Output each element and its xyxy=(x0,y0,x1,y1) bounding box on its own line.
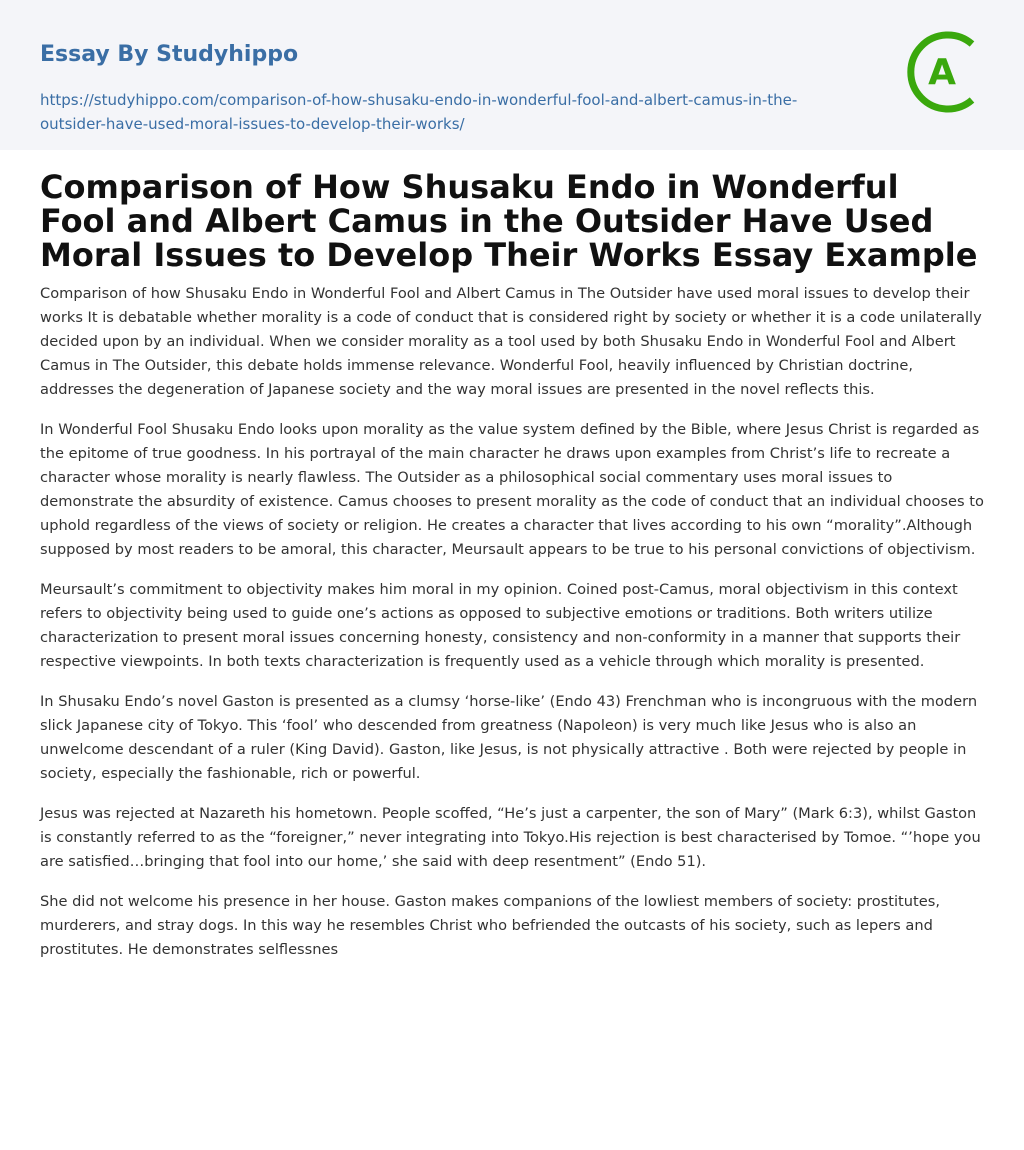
logo-letter: A xyxy=(928,52,956,93)
site-brand: Essay By Studyhippo xyxy=(40,42,299,67)
article-paragraph: In Wonderful Fool Shusaku Endo looks upon morality as the value system defined by the Bible, where Jesus Christ is regarded as the epitome of true goodness. In his portrayal of the main character he draws upon examples from Christ’s life to recreate a character whose morality is nearly flawless. The Outsider as a philosophical social commentary uses moral issues to demonstrate the absurdity of existence. Camus chooses to present morality as the code of conduct that an individual chooses to uphold regardless of the views of society or religion. He creates a character that lives according to his own “morality”.Although supposed by most readers to be amoral, this character, Meursault appears to be true to his personal convictions of objectivism. xyxy=(40,421,984,558)
article-title: Comparison of How Shusaku Endo in Wonderful Fool and Albert Camus in the Outsider Have Used Moral Issues to Develop Their Works Essay Example xyxy=(40,168,978,274)
article-paragraph: In Shusaku Endo’s novel Gaston is presented as a clumsy ‘horse-like’ (Endo 43) Frenchman who is incongruous with the modern slick Japanese city of Tokyo. This ‘fool’ who descended from greatness (Napoleon) is very much like Jesus who is also an unwelcome descendant of a ruler (King David). Gaston, like Jesus, is not physically attractive . Both were rejected by people in society, especially the fashionable, rich or powerful. xyxy=(40,693,978,782)
article-paragraph: She did not welcome his presence in her house. Gaston makes companions of the lowliest members of society: prostitutes, murderers, and stray dogs. In this way he resembles Christ who befriended the outcasts of his society, such as lepers and prostitutes. He demonstrates selflessnes xyxy=(40,893,940,958)
studyhippo-logo-icon xyxy=(900,30,984,114)
article xyxy=(0,150,1024,962)
page-header xyxy=(0,0,1024,150)
article-paragraph: Meursault’s commitment to objectivity makes him moral in my opinion. Coined post-Camus, moral objectivism in this context refers to objectivity being used to guide one’s actions as opposed to subjective emotions or traditions. Both writers utilize characterization to present moral issues concerning honesty, consistency and non-conformity in a manner that supports their respective viewpoints. In both texts characterization is frequently used as a vehicle through which morality is presented. xyxy=(40,581,961,670)
source-url-link[interactable]: https://studyhippo.com/comparison-of-how-shusaku-endo-in-wonderful-fool-and-albert-camus-in-the-outsider-have-used-moral-issues-to-develop-their-works/ xyxy=(40,91,798,133)
article-paragraph: Comparison of how Shusaku Endo in Wonderful Fool and Albert Camus in The Outsider have used moral issues to develop their works It is debatable whether morality is a code of conduct that is considered right by society or whether it is a code unilaterally decided upon by an individual. When we consider morality as a tool used by both Shusaku Endo in Wonderful Fool and Albert Camus in The Outsider, this debate holds immense relevance. Wonderful Fool, heavily influenced by Christian doctrine, addresses the degeneration of Japanese society and the way moral issues are presented in the novel reflects this. xyxy=(40,285,982,398)
article-paragraph: Jesus was rejected at Nazareth his hometown. People scoffed, “He’s just a carpenter, the son of Mary” (Mark 6:3), whilst Gaston is constantly referred to as the “foreigner,” never integrating into Tokyo.His rejection is best characterised by Tomoe. “’hope you are satisfied…bringing that fool into our home,’ she said with deep resentment” (Endo 51). xyxy=(40,805,981,870)
